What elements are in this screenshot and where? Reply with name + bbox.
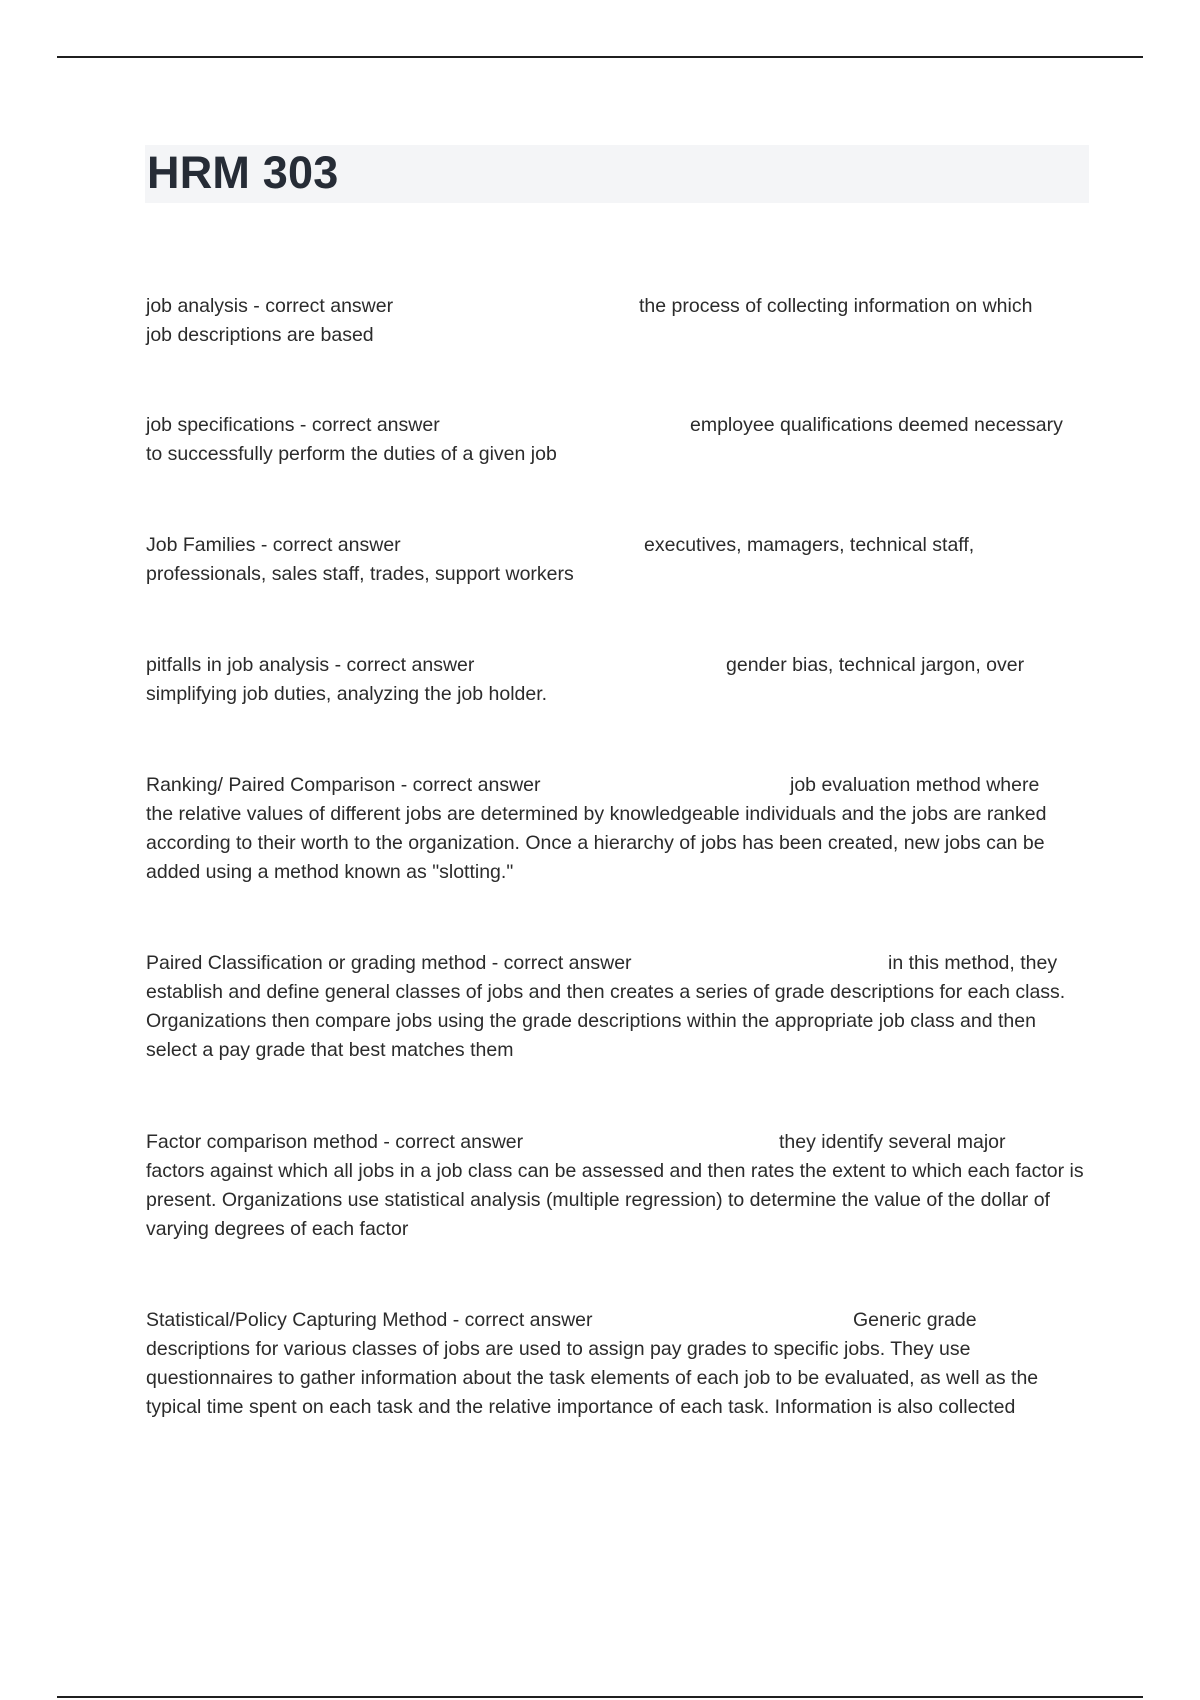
flashcard-term: Ranking/ Paired Comparison - correct answer <box>146 774 541 796</box>
flashcard-first-line <box>146 771 1090 800</box>
flashcard-definition-rest: job descriptions are based <box>146 324 374 346</box>
flashcard-definition-start: gender bias, technical jargon, over <box>726 654 1025 676</box>
flashcard-definition-start: they identify several major <box>779 1131 1006 1153</box>
flashcard-first-line <box>146 1306 1090 1335</box>
flashcard-definition-rest: to successfully perform the duties of a given job <box>146 443 557 465</box>
flashcard-job-analysis <box>146 292 1090 350</box>
flashcard-paired-classification <box>146 949 1090 1065</box>
flashcard-definition-rest: professionals, sales staff, trades, support workers <box>146 563 574 585</box>
footer-rule <box>57 1696 1143 1698</box>
flashcard-definition-start: job evaluation method where <box>790 774 1040 796</box>
flashcard-term: Paired Classification or grading method - correct answer <box>146 952 632 974</box>
flashcard-definition-rest: simplifying job duties, analyzing the job holder. <box>146 683 548 705</box>
flashcard-statistical-policy-capturing <box>146 1306 1090 1422</box>
flashcard-first-line <box>146 949 1090 978</box>
flashcard-first-line <box>146 292 1090 321</box>
flashcard-first-line <box>146 651 1090 680</box>
document-title: HRM 303 <box>147 147 339 198</box>
flashcard-definition-rest: factors against which all jobs in a job class can be assessed and then rates the extent to which each factor is present. Organizations use statistical analysis (multiple regression) to determine the value of the dollar of varying degrees of each factor <box>146 1160 1084 1240</box>
header-rule <box>57 56 1143 58</box>
flashcard-job-families <box>146 531 1090 589</box>
flashcard-first-line <box>146 1128 1090 1157</box>
flashcard-pitfalls-in-job-analysis <box>146 651 1090 709</box>
flashcard-factor-comparison <box>146 1128 1090 1244</box>
flashcard-definition-rest: the relative values of different jobs are determined by knowledgeable individuals and the jobs are ranked according to their worth to the organization. Once a hierarchy of jobs has been created, new jobs can be added using a method known as "slotting." <box>146 803 1047 883</box>
flashcard-definition-rest: descriptions for various classes of jobs are used to assign pay grades to specific jobs. They use questionnaires to gather information about the task elements of each job to be evaluated, as well as the typical time spent on each task and the relative importance of each task. Information is also collected <box>146 1338 1039 1418</box>
flashcard-definition-start: executives, mamagers, technical staff, <box>644 534 975 556</box>
flashcard-term: job specifications - correct answer <box>146 414 440 436</box>
flashcard-term: Job Families - correct answer <box>146 534 401 556</box>
flashcard-job-specifications <box>146 411 1090 469</box>
flashcard-ranking-paired-comparison <box>146 771 1090 887</box>
flashcard-term: job analysis - correct answer <box>146 295 394 317</box>
flashcard-definition-start: the process of collecting information on which <box>639 295 1033 317</box>
flashcard-definition-start: Generic grade <box>853 1309 977 1331</box>
flashcard-definition-rest: establish and define general classes of jobs and then creates a series of grade descriptions for each class. Organizations then compare jobs using the grade descriptions within the appropriate job class and then select a pay grade that best matches them <box>146 981 1066 1061</box>
flashcard-first-line <box>146 531 1090 560</box>
flashcard-definition-start: in this method, they <box>888 952 1058 974</box>
flashcard-definition-start: employee qualifications deemed necessary <box>690 414 1063 436</box>
flashcard-term: Statistical/Policy Capturing Method - correct answer <box>146 1309 593 1331</box>
flashcard-term: pitfalls in job analysis - correct answer <box>146 654 475 676</box>
flashcard-first-line <box>146 411 1090 440</box>
flashcard-term: Factor comparison method - correct answer <box>146 1131 524 1153</box>
